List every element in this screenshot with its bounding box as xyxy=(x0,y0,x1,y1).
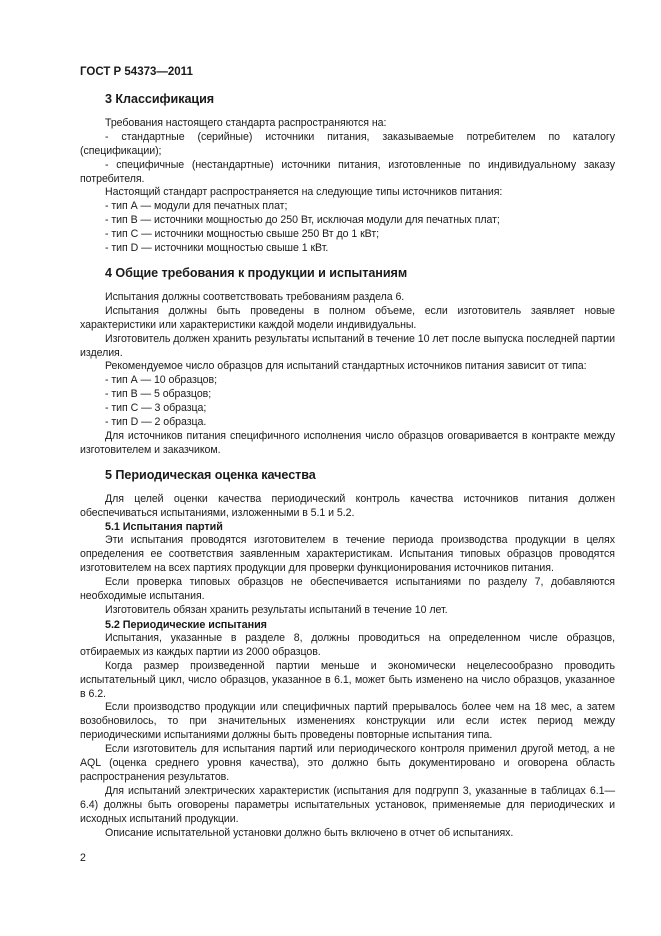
paragraph: Описание испытательной установки должно быть включено в отчет об испытаниях. xyxy=(105,826,514,839)
paragraph: Изготовитель должен хранить результаты испытаний в течение 10 лет после выпуска последней партии изделия. xyxy=(80,332,615,359)
section-5-heading: 5 Периодическая оценка качества xyxy=(105,467,316,482)
list-item: - тип D — 2 образца. xyxy=(105,416,207,429)
document-body xyxy=(80,93,615,841)
list-item: - тип С — источники мощностью свыше 250 Вт до 1 кВт; xyxy=(105,228,380,241)
section-4-heading: 4 Общие требования к продукции и испытаниям xyxy=(105,265,408,280)
list-item: - специфичные (нестандартные) источники питания, изготовленные по индивидуальному заказу потребителя. xyxy=(80,158,615,185)
section-3-heading: 3 Классификация xyxy=(105,92,215,106)
list-item: - тип А — 10 образцов; xyxy=(105,374,217,387)
page-number: 2 xyxy=(80,852,86,864)
list-item: - тип С — 3 образца; xyxy=(105,402,207,415)
paragraph: Испытания должны быть проведены в полном объеме, если изготовитель заявляет новые характеристики или характеристики каждой модели индивидуальны. xyxy=(80,304,615,331)
paragraph: Требования настоящего стандарта распространяются на: xyxy=(105,116,387,129)
paragraph: Настоящий стандарт распространяется на следующие типы источников питания: xyxy=(105,186,503,199)
paragraph: Эти испытания проводятся изготовителем в течение периода производства продукции в целях определения ее соответствия заявленным характеристикам. Испытания типовых образцов проводятся изготовителем на всех партиях продукции для проверки функционирования источников питания. xyxy=(80,534,615,575)
paragraph: Когда размер произведенной партии меньше и экономически нецелесообразно проводить испытательный цикл, число образцов, указанное в 6.1, может быть изменено на число образцов, указанное в 6.2. xyxy=(80,659,615,700)
list-item: - тип D — источники мощностью свыше 1 кВт. xyxy=(105,242,329,255)
paragraph: Если производство продукции или специфичных партий прерывалось более чем на 18 мес, а затем возобновилось, то при значительных изменениях конструкции или если истек период между периодическими испытаниями должны быть проведены повторные испытания типа. xyxy=(80,701,615,742)
paragraph: Если изготовитель для испытания партий или периодического контроля применил другой метод, а не AQL (оценка среднего уровня качества), это должно быть документировано и оговорена область распространения результатов. xyxy=(80,743,615,783)
list-item: - тип А — модули для печатных плат; xyxy=(105,200,288,213)
subsection-5-1-heading: 5.1 Испытания партий xyxy=(105,521,223,534)
paragraph: Если проверка типовых образцов не обеспечивается испытаниями по разделу 7, добавляются необходимые испытания. xyxy=(80,576,615,603)
paragraph: Рекомендуемое число образцов для испытаний стандартных источников питания зависит от типа: xyxy=(105,360,587,373)
list-item: - тип В — 5 образцов; xyxy=(105,388,212,401)
paragraph: Испытания, указанные в разделе 8, должны проводиться на определенном числе образцов, отбираемых из каждых партии из 2000 образцов. xyxy=(80,631,615,658)
paragraph: Испытания должны соответствовать требованиям раздела 6. xyxy=(105,290,405,303)
document-code: ГОСТ Р 54373—2011 xyxy=(80,66,193,78)
subsection-5-2-heading: 5.2 Периодические испытания xyxy=(105,618,267,631)
paragraph: Для целей оценки качества периодический контроль качества источников питания должен обеспечиваться испытаниями, изложенными в 5.1 и 5.2. xyxy=(80,492,615,519)
paragraph: Для источников питания специфичного исполнения число образцов оговаривается в контракте между изготовителем и заказчиком. xyxy=(80,429,615,456)
list-item: - тип В — источники мощностью до 250 Вт, исключая модули для печатных плат; xyxy=(105,214,500,227)
list-item: - стандартные (серийные) источники питания, заказываемые потребителем по каталогу (спецификации); xyxy=(80,130,615,157)
paragraph: Изготовитель обязан хранить результаты испытаний в течение 10 лет. xyxy=(105,604,448,616)
paragraph: Для испытаний электрических характеристик (испытания для подгрупп 3, указанные в таблицах 6.1—6.4) должны быть оговорены параметры испытательных установок, применяемые для периодических и исходных испытаний продукции. xyxy=(80,784,615,825)
